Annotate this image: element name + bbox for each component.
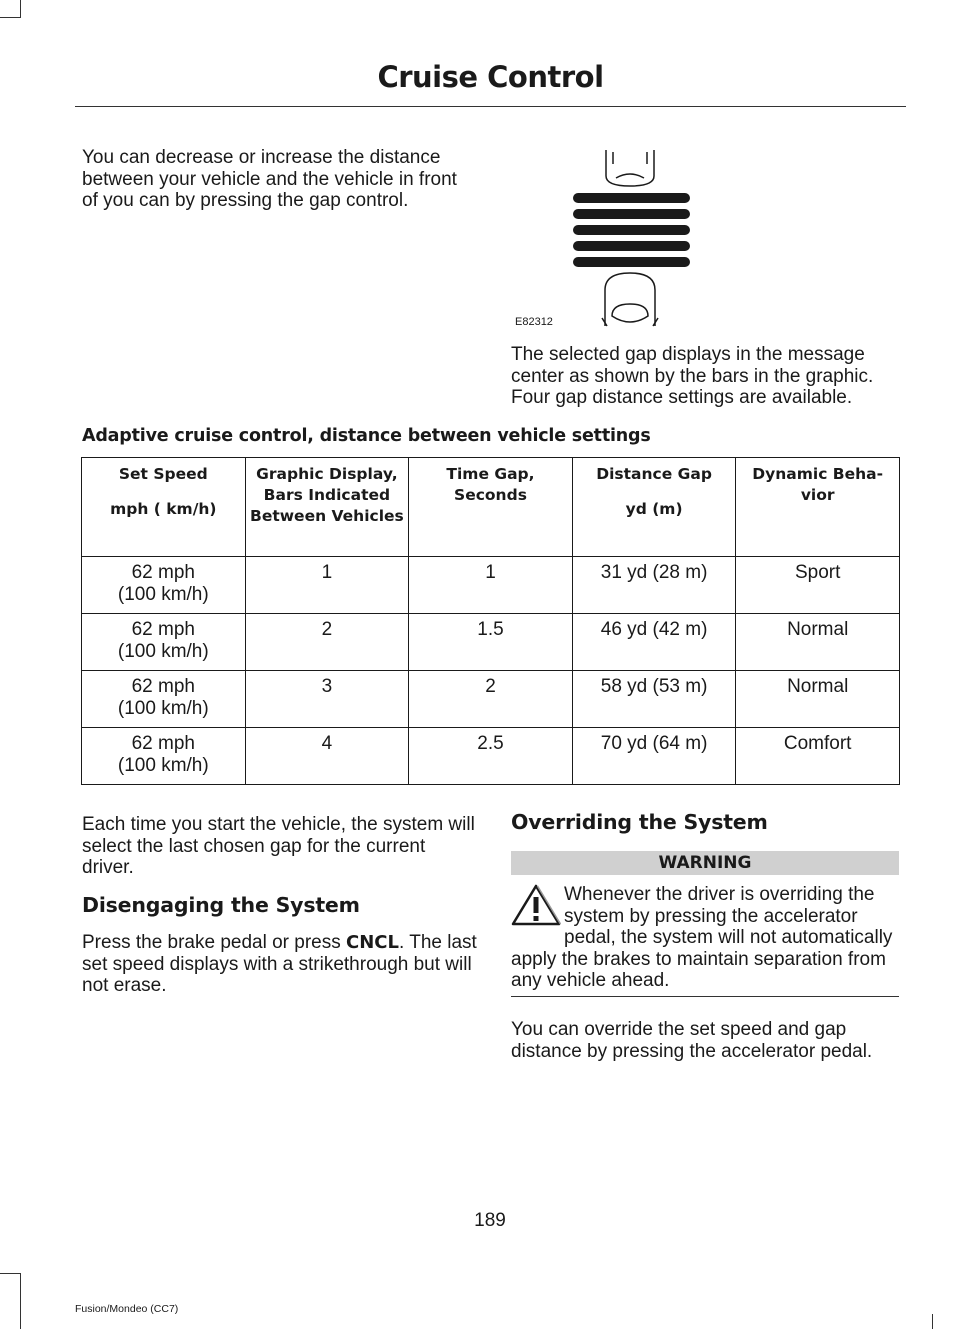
cell-distance-gap: 70 yd (64 m) [572, 728, 736, 785]
cell-distance-gap: 46 yd (42 m) [572, 614, 736, 671]
title-divider [75, 106, 906, 107]
crop-mark [932, 1314, 933, 1329]
header-label: Distance Gap [596, 465, 712, 483]
page-number: 189 [474, 1210, 506, 1231]
cell-bars: 4 [245, 728, 409, 785]
cell-set-speed: 62 mph (100 km/h) [82, 728, 246, 785]
footer-model: Fusion/Mondeo (CC7) [75, 1303, 179, 1315]
override-paragraph: You can override the set speed and gap distance by pressing the accelerator pedal. [511, 1019, 873, 1062]
header-time-gap [409, 458, 573, 557]
cell-distance-gap: 31 yd (28 m) [572, 557, 736, 614]
header-label: Graphic Display, Bars Indicated Between Vehicles [250, 465, 404, 525]
crop-mark [20, 0, 21, 18]
header-graphic-display [245, 458, 409, 557]
disengaging-paragraph: Press the brake pedal or press CNCL. The last set speed displays with a strikethrough but will not erase. [82, 932, 477, 996]
table-caption: Adaptive cruise control, distance between vehicle settings [82, 426, 651, 446]
cell-time-gap: 1.5 [409, 614, 573, 671]
table-header-row [82, 458, 900, 557]
cell-set-speed: 62 mph (100 km/h) [82, 671, 246, 728]
header-unit: mph ( km/h) [110, 500, 217, 518]
gap-bar [573, 193, 690, 203]
own-vehicle-icon [602, 273, 658, 326]
warning-paragraph: Whenever the driver is overriding the system by pressing the accelerator pedal, the system will not automatically apply the brakes to maintain separation from any vehicle ahead. [511, 884, 893, 991]
crop-mark [0, 17, 20, 18]
overriding-heading: Overriding the System [511, 810, 768, 834]
header-label: Set Speed [118, 465, 208, 483]
header-set-speed [82, 458, 246, 557]
crop-mark [0, 1273, 20, 1274]
page-title: Cruise Control [377, 60, 604, 94]
header-distance-gap [572, 458, 736, 557]
cell-distance-gap: 58 yd (53 m) [572, 671, 736, 728]
gap-bars [573, 193, 690, 267]
cell-set-speed: 62 mph (100 km/h) [82, 557, 246, 614]
table-row [82, 728, 900, 785]
gap-memory-paragraph: Each time you start the vehicle, the system will select the last chosen gap for the current driver. [82, 814, 475, 878]
cncl-button-label: CNCL [346, 932, 399, 953]
header-label: Dynamic Beha-vior [752, 465, 884, 504]
table-row [82, 614, 900, 671]
cell-set-speed: 62 mph (100 km/h) [82, 614, 246, 671]
lead-vehicle-icon [606, 150, 654, 186]
cell-behavior: Normal [736, 671, 900, 728]
gap-display-figure [512, 148, 702, 333]
gap-bar [573, 209, 690, 219]
crop-mark [20, 1273, 21, 1329]
warning-divider [511, 996, 899, 997]
cell-time-gap: 1 [409, 557, 573, 614]
cell-bars: 2 [245, 614, 409, 671]
gap-settings-table [81, 457, 900, 785]
gap-bar [573, 257, 690, 267]
figure-caption: The selected gap displays in the message center as shown by the bars in the graphic. Four gap distance settings are available. [511, 344, 874, 408]
cell-behavior: Sport [736, 557, 900, 614]
cell-time-gap: 2.5 [409, 728, 573, 785]
header-label: Time Gap, Seconds [446, 465, 535, 504]
cell-behavior: Normal [736, 614, 900, 671]
cell-behavior: Comfort [736, 728, 900, 785]
warning-label: WARNING [511, 851, 899, 875]
gap-bar [573, 225, 690, 235]
gap-bar [573, 241, 690, 251]
intro-paragraph: You can decrease or increase the distance between your vehicle and the vehicle in front of you can by pressing the gap control. [82, 147, 457, 211]
cell-time-gap: 2 [409, 671, 573, 728]
disengaging-heading: Disengaging the System [82, 893, 360, 917]
table-row [82, 557, 900, 614]
header-dynamic-behavior [736, 458, 900, 557]
table-row [82, 671, 900, 728]
figure-id: E82312 [515, 316, 553, 328]
cell-bars: 1 [245, 557, 409, 614]
header-unit: yd (m) [625, 500, 683, 518]
cell-bars: 3 [245, 671, 409, 728]
